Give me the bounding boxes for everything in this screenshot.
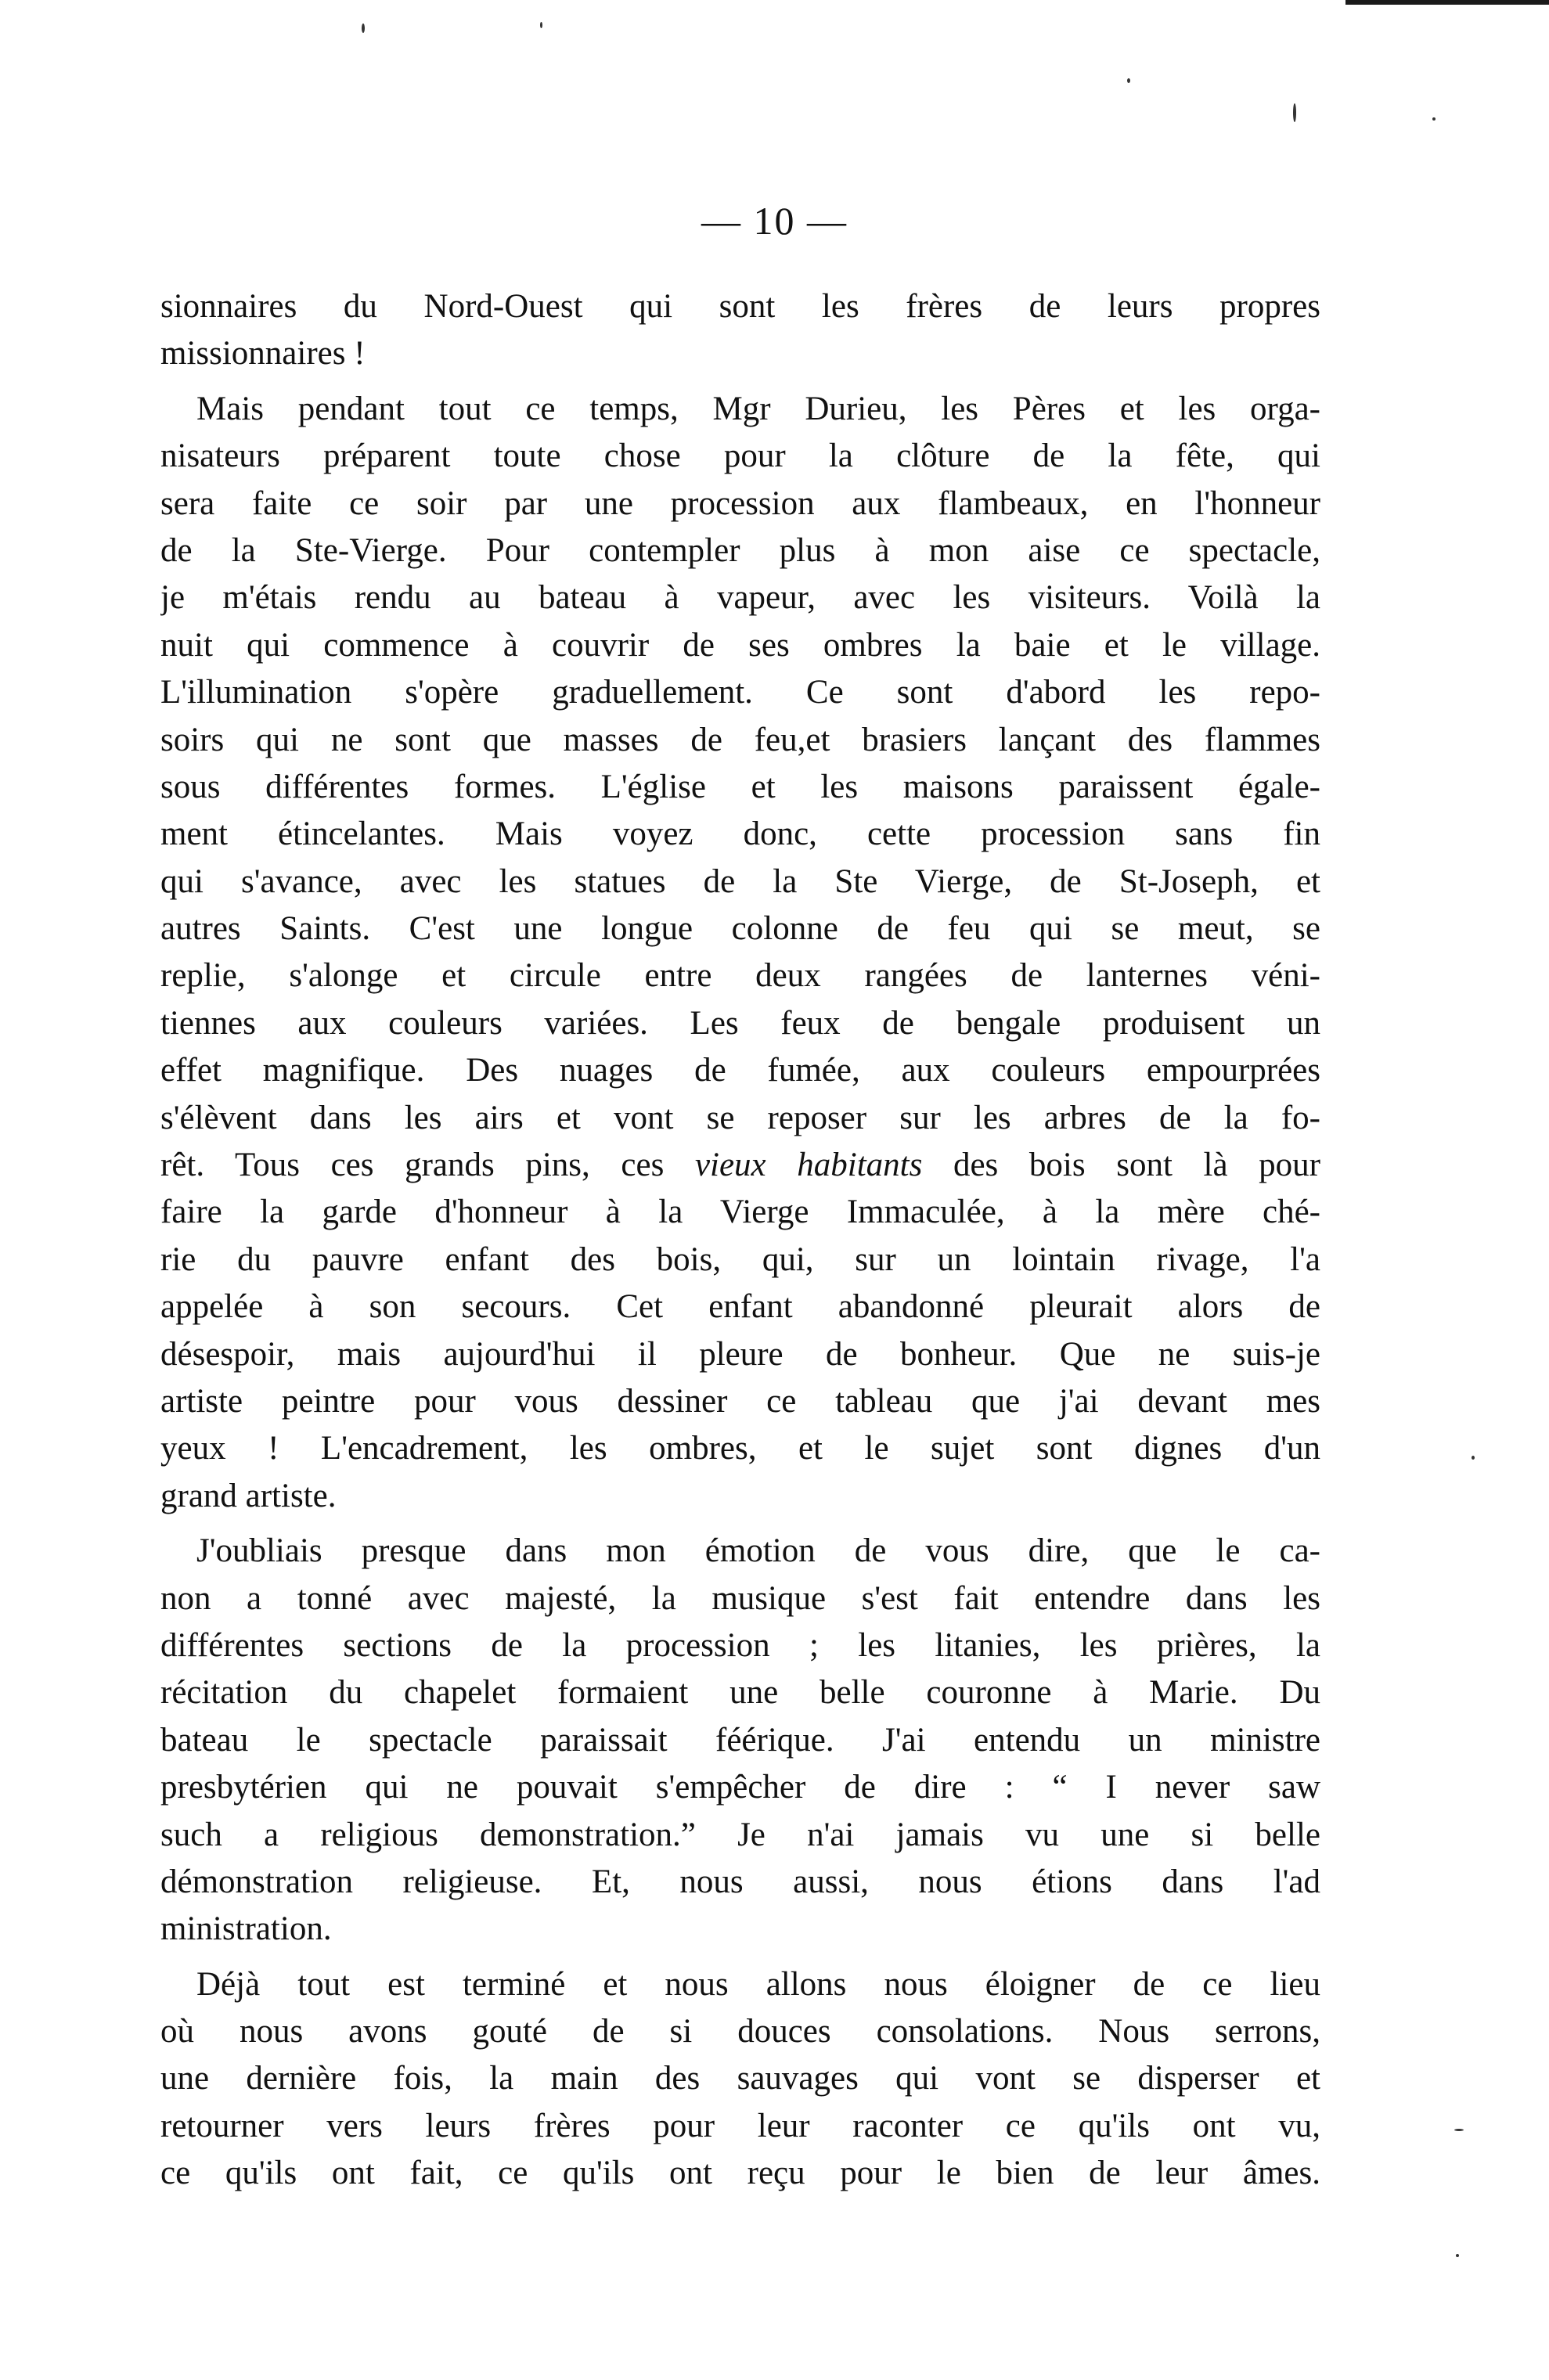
scan-speck (1432, 117, 1436, 121)
text-line: non a tonné avec majesté, la musique s'est fait entendre dans les (160, 1579, 1320, 1617)
text-line: such a religious demonstration.” Je n'ai jamais vu une si belle (160, 1816, 1320, 1853)
text-line: Déjà tout est terminé et nous allons nous éloigner de ce lieu (196, 1965, 1320, 2003)
text-line: missionnaires ! (160, 335, 366, 373)
text-line: Mais pendant tout ce temps, Mgr Durieu, les Pères et les orga- (196, 390, 1320, 427)
paragraph (160, 283, 1320, 378)
text-line: nisateurs préparent toute chose pour la clôture de la fête, qui (160, 437, 1320, 475)
text-line: presbytérien qui ne pouvait s'empêcher de dire : “ I never saw (160, 1769, 1320, 1806)
text-line: démonstration religieuse. Et, nous aussi, nous étions dans l'ad (160, 1863, 1320, 1900)
text-line: différentes sections de la procession ; les litanies, les prières, la (160, 1626, 1320, 1664)
text-line: désespoir, mais aujourd'hui il pleure de bonheur. Que ne suis-je (160, 1335, 1320, 1373)
paragraph (160, 386, 1320, 1520)
text-line: où nous avons gouté de si douces consolations. Nous serrons, (160, 2013, 1320, 2051)
top-edge-rule (1345, 0, 1549, 5)
scan-speck (1454, 2129, 1464, 2131)
text-line: autres Saints. C'est une longue colonne de feu qui se meut, se (160, 910, 1320, 948)
text-line: appelée à son secours. Cet enfant abandonné pleurait alors de (160, 1288, 1320, 1326)
text-line: replie, s'alonge et circule entre deux rangées de lanternes véni- (160, 957, 1320, 995)
text-line: soirs qui ne sont que masses de feu,et brasiers lançant des flammes (160, 721, 1320, 758)
text-line: L'illumination s'opère graduellement. Ce sont d'abord les repo- (160, 674, 1320, 711)
text-line: faire la garde d'honneur à la Vierge Immaculée, à la mère ché- (160, 1194, 1320, 1231)
paragraph (160, 1961, 1320, 2198)
italic-phrase: vieux habitants (694, 1147, 923, 1184)
text-line: ministration. (160, 1910, 332, 1948)
scan-speck (540, 22, 542, 28)
paragraph-gap (160, 1520, 1320, 1528)
scan-speck (1456, 2254, 1459, 2257)
scan-speck (362, 23, 365, 33)
text-line: je m'étais rendu au bateau à vapeur, avec les visiteurs. Voilà la (160, 579, 1320, 617)
text-line: J'oubliais presque dans mon émotion de vous dire, que le ca- (196, 1532, 1320, 1570)
paragraph (160, 1528, 1320, 1953)
scan-speck (1472, 1456, 1475, 1460)
scan-speck (1293, 103, 1296, 122)
text-line: bateau le spectacle paraissait féérique. J'ai entendu un ministre (160, 1721, 1320, 1759)
paragraph-gap (160, 378, 1320, 386)
text-line: s'élèvent dans les airs et vont se reposer sur les arbres de la fo- (160, 1099, 1320, 1136)
text-line: récitation du chapelet formaient une belle couronne à Marie. Du (160, 1674, 1320, 1712)
text-line: de la Ste-Vierge. Pour contempler plus à mon aise ce spectacle, (160, 531, 1320, 569)
text-line: qui s'avance, avec les statues de la Ste Vierge, de St-Joseph, et (160, 862, 1320, 900)
text-line: ment étincelantes. Mais voyez donc, cette procession sans fin (160, 816, 1320, 853)
body-text (160, 283, 1320, 2198)
text-line: rêt. Tous ces grands pins, ces vieux habitants des bois sont là pour (160, 1147, 1320, 1184)
text-line: sous différentes formes. L'église et les maisons paraissent égale- (160, 768, 1320, 805)
page-number: — 10 — (701, 199, 848, 243)
text-line: effet magnifique. Des nuages de fumée, aux couleurs empourprées (160, 1052, 1320, 1089)
text-line: rie du pauvre enfant des bois, qui, sur un lointain rivage, l'a (160, 1240, 1320, 1278)
text-line: grand artiste. (160, 1477, 337, 1514)
text-line: retourner vers leurs frères pour leur raconter ce qu'ils ont vu, (160, 2107, 1320, 2144)
text-line: tiennes aux couleurs variées. Les feux de bengale produisent un (160, 1004, 1320, 1042)
paragraph-gap (160, 1953, 1320, 1961)
text-line: sionnaires du Nord-Ouest qui sont les frères de leurs propres (160, 288, 1320, 325)
text-line: nuit qui commence à couvrir de ses ombres la baie et le village. (160, 626, 1320, 664)
text-line: une dernière fois, la main des sauvages qui vont se disperser et (160, 2060, 1320, 2097)
scan-speck (1127, 78, 1130, 83)
text-line: sera faite ce soir par une procession aux flambeaux, en l'honneur (160, 484, 1320, 522)
text-line: yeux ! L'encadrement, les ombres, et le sujet sont dignes d'un (160, 1430, 1320, 1467)
text-line: artiste peintre pour vous dessiner ce tableau que j'ai devant mes (160, 1382, 1320, 1420)
text-line: ce qu'ils ont fait, ce qu'ils ont reçu pour le bien de leur âmes. (160, 2155, 1320, 2192)
